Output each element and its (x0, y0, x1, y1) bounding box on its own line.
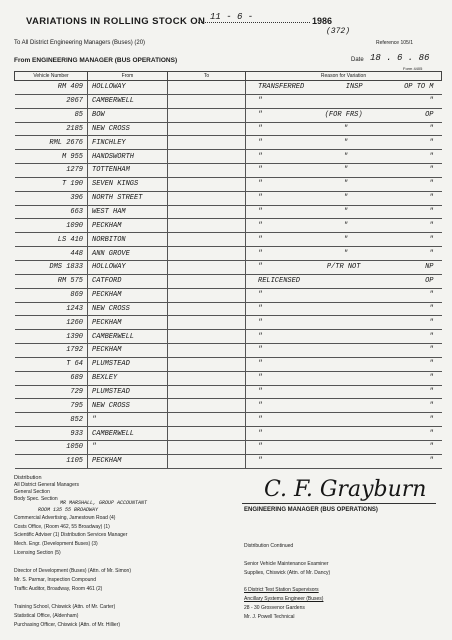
reason-cell (246, 81, 442, 95)
vehicle-number-cell: T 190 (15, 177, 88, 191)
table-row (15, 260, 442, 274)
to-garage-cell (168, 288, 246, 302)
table-row (15, 177, 442, 191)
reason-part: " (258, 346, 263, 355)
from-garage-cell: BEXLEY (88, 371, 168, 385)
reason-part: " (258, 429, 263, 438)
reason-part: " (343, 194, 348, 203)
reason-part: " (258, 457, 263, 466)
from-garage-cell: PLUMSTEAD (88, 357, 168, 371)
distribution-item: General Section (14, 489, 50, 495)
reason-part: " (429, 401, 434, 410)
reason-cell (246, 205, 442, 219)
title-date-handwritten: 11 - 6 - (210, 12, 254, 22)
to-garage-cell (168, 94, 246, 108)
distribution-item: Training School, Chiswick (Attn. of Mr. Carter) (14, 604, 116, 610)
from-garage-cell: PECKHAM (88, 344, 168, 358)
distribution-item: Mr. J. Powell Technical (244, 614, 295, 620)
reason-part: " (429, 457, 434, 466)
vehicle-number-cell: 729 (15, 385, 88, 399)
reason-part: P/TR NOT (326, 263, 361, 272)
to-garage-cell (168, 191, 246, 205)
to-garage-cell (168, 357, 246, 371)
reason-part: " (343, 235, 348, 244)
reason-cell (246, 316, 442, 330)
reason-part: " (258, 360, 263, 369)
from-garage-cell: PECKHAM (88, 288, 168, 302)
table-row (15, 344, 442, 358)
distribution-item: Mr. S. Parmar, Inspection Compound (14, 577, 96, 583)
reason-part: " (258, 443, 263, 452)
to-garage-cell (168, 274, 246, 288)
reason-part: " (258, 401, 263, 410)
to-garage-cell (168, 413, 246, 427)
to-garage-cell (168, 399, 246, 413)
from-garage-cell: TOTTENHAM (88, 164, 168, 178)
reason-cell (246, 440, 442, 454)
reason-part: OP (425, 111, 434, 120)
reason-part: " (258, 235, 263, 244)
to-garage-cell (168, 440, 246, 454)
to-garage-cell (168, 150, 246, 164)
distribution-item: Traffic Auditor, Broadway, Room 461 (2) (14, 586, 103, 592)
distribution-item: Commercial Advertising, Jamestown Road (4) (14, 515, 116, 521)
to-garage-cell (168, 260, 246, 274)
vehicle-number-cell: 795 (15, 399, 88, 413)
reason-cell (246, 302, 442, 316)
table-row (15, 233, 442, 247)
vehicle-number-cell: T 64 (15, 357, 88, 371)
distribution-heading: Distribution (14, 475, 42, 481)
reason-part: " (258, 124, 263, 133)
reason-cell (246, 399, 442, 413)
reason-cell (246, 122, 442, 136)
to-garage-cell (168, 330, 246, 344)
distribution-item: Director of Development (Buses) (Attn. of Mr. Simon) (14, 568, 131, 574)
to-garage-cell (168, 316, 246, 330)
from-garage-cell: CAMBERWELL (88, 330, 168, 344)
vehicle-number-cell: RM 409 (15, 81, 88, 95)
from-garage-cell: SEVEN KINGS (88, 177, 168, 191)
vehicle-number-cell: 852 (15, 413, 88, 427)
table-row (15, 108, 442, 122)
from-line: From ENGINEERING MANAGER (BUS OPERATIONS) (14, 57, 178, 64)
distribution-item: Senior Vehicle Maintenance Examiner (244, 561, 329, 567)
vehicle-number-cell: 396 (15, 191, 88, 205)
distribution-item: Ancillary Systems Engineer (Buses) (244, 596, 324, 602)
from-garage-cell: HOLLOWAY (88, 81, 168, 95)
vehicle-number-cell: 85 (15, 108, 88, 122)
reason-part: (FOR FRS) (324, 111, 363, 120)
from-garage-cell: PECKHAM (88, 454, 168, 468)
vehicle-number-cell: 869 (15, 288, 88, 302)
table-row (15, 136, 442, 150)
distribution-item: Purchasing Officer, Chiswick (Attn. of Mr. Hillier) (14, 622, 121, 628)
table-header-row (15, 72, 442, 81)
vehicle-number-cell: 1050 (15, 440, 88, 454)
vehicle-number-cell: 1792 (15, 344, 88, 358)
from-garage-cell: HANDSWORTH (88, 150, 168, 164)
reason-cell (246, 413, 442, 427)
distribution-item: Scientific Adviser (1) Distribution Services Manager (14, 532, 128, 538)
to-garage-cell (168, 247, 246, 261)
to-garage-cell (168, 385, 246, 399)
reason-part: " (429, 360, 434, 369)
reason-part: OP (425, 277, 434, 286)
from-garage-cell: NEW CROSS (88, 122, 168, 136)
reason-part: " (429, 249, 434, 258)
vehicle-number-cell: DMS 1833 (15, 260, 88, 274)
vehicle-number-cell: 448 (15, 247, 88, 261)
reason-part: INSP (345, 83, 363, 92)
reason-cell (246, 94, 442, 108)
reason-part: " (429, 332, 434, 341)
table-row (15, 357, 442, 371)
from-garage-cell: NEW CROSS (88, 399, 168, 413)
distribution-item: Body Spec. Section (14, 496, 58, 502)
table-body (15, 81, 442, 469)
table-row (15, 247, 442, 261)
reason-cell (246, 371, 442, 385)
reason-cell (246, 260, 442, 274)
reason-part: " (343, 152, 348, 161)
table-row (15, 302, 442, 316)
to-garage-cell (168, 371, 246, 385)
reason-part: TRANSFERRED (258, 83, 305, 92)
reason-part: RELICENSED (258, 277, 301, 286)
reason-cell (246, 454, 442, 468)
reason-part: " (258, 111, 263, 120)
vehicle-number-cell: 2067 (15, 94, 88, 108)
from-garage-cell: NEW CROSS (88, 302, 168, 316)
reason-part: " (258, 166, 263, 175)
reason-cell (246, 177, 442, 191)
reason-part: NP (425, 263, 434, 272)
table-row (15, 399, 442, 413)
table-row (15, 81, 442, 95)
reason-cell (246, 330, 442, 344)
col-header-vehicle: Vehicle Number (15, 72, 88, 81)
table-row (15, 385, 442, 399)
to-garage-cell (168, 136, 246, 150)
to-garage-cell (168, 205, 246, 219)
distribution-item: 6 District Test Station Supervisors (244, 587, 319, 593)
from-garage-cell: " (88, 413, 168, 427)
col-header-to: To (168, 72, 246, 81)
reason-part: " (343, 221, 348, 230)
from-garage-cell: CAMBERWELL (88, 94, 168, 108)
reason-part: " (429, 443, 434, 452)
reason-cell (246, 136, 442, 150)
reason-part: " (258, 208, 263, 217)
table-row (15, 122, 442, 136)
vehicle-number-cell: 933 (15, 427, 88, 441)
vehicle-number-cell: 1260 (15, 316, 88, 330)
col-header-reason: Reason for Variation (246, 72, 442, 81)
variations-table (14, 71, 442, 469)
reason-part: " (258, 249, 263, 258)
reason-part: " (429, 429, 434, 438)
table-row (15, 427, 442, 441)
reason-part: " (258, 387, 263, 396)
from-garage-cell: NORBITON (88, 233, 168, 247)
handwritten-accountant: MR MARSHALL, GROUP ACCOUNTANT (60, 500, 148, 506)
table-row (15, 219, 442, 233)
from-garage-cell: CATFORD (88, 274, 168, 288)
table-row (15, 205, 442, 219)
distribution-item: Mech. Engr. (Development Buses) (3) (14, 541, 98, 547)
table-row (15, 330, 442, 344)
from-garage-cell: BOW (88, 108, 168, 122)
from-garage-cell: WEST HAM (88, 205, 168, 219)
table-row (15, 288, 442, 302)
reason-part: " (258, 332, 263, 341)
reason-part: " (258, 415, 263, 424)
reason-cell (246, 164, 442, 178)
year: 1986 (312, 16, 333, 26)
reason-part: " (429, 138, 434, 147)
table-row (15, 191, 442, 205)
reason-part: " (343, 124, 348, 133)
reason-part: " (258, 318, 263, 327)
vehicle-number-cell: LS 410 (15, 233, 88, 247)
from-garage-cell: HOLLOWAY (88, 260, 168, 274)
reason-cell (246, 357, 442, 371)
to-garage-cell (168, 219, 246, 233)
from-garage-cell: CAMBERWELL (88, 427, 168, 441)
reason-part: " (429, 124, 434, 133)
form-title: VARIATIONS IN ROLLING STOCK ON (26, 16, 206, 27)
reason-part: " (429, 166, 434, 175)
from-garage-cell: ANN GROVE (88, 247, 168, 261)
reason-cell (246, 191, 442, 205)
reason-part: " (429, 304, 434, 313)
from-garage-cell: NORTH STREET (88, 191, 168, 205)
to-garage-cell (168, 427, 246, 441)
reason-part: " (258, 180, 263, 189)
vehicle-number-cell: 1243 (15, 302, 88, 316)
reason-cell (246, 385, 442, 399)
reason-part: " (429, 318, 434, 327)
reason-part: " (258, 221, 263, 230)
reason-part: " (429, 152, 434, 161)
table-row (15, 150, 442, 164)
reason-cell (246, 150, 442, 164)
distribution-item: Licensing Section (5) (14, 550, 61, 556)
reason-part: " (429, 291, 434, 300)
table-row (15, 164, 442, 178)
issue-number: (372) (326, 27, 351, 36)
col-header-from: From (88, 72, 168, 81)
from-garage-cell: FINCHLEY (88, 136, 168, 150)
distribution-item: Statistical Office, (Aldenham) (14, 613, 79, 619)
to-garage-cell (168, 344, 246, 358)
reason-part: " (258, 304, 263, 313)
reason-cell (246, 233, 442, 247)
vehicle-number-cell: 2185 (15, 122, 88, 136)
reason-part: " (429, 194, 434, 203)
reason-part: " (258, 194, 263, 203)
reason-part: " (258, 138, 263, 147)
table-row (15, 413, 442, 427)
vehicle-number-cell: 1279 (15, 164, 88, 178)
table-row (15, 440, 442, 454)
to-garage-cell (168, 177, 246, 191)
to-garage-cell (168, 233, 246, 247)
vehicle-number-cell: 689 (15, 371, 88, 385)
reason-part: " (343, 180, 348, 189)
reason-part: " (429, 221, 434, 230)
table-row (15, 94, 442, 108)
handwritten-room: ROOM 135 55 BROADWAY (38, 507, 99, 513)
reason-part: " (258, 374, 263, 383)
signature-line (242, 503, 436, 504)
from-garage-cell: PECKHAM (88, 219, 168, 233)
reason-part: " (429, 208, 434, 217)
from-garage-cell: " (88, 440, 168, 454)
from-garage-cell: PECKHAM (88, 316, 168, 330)
to-garage-cell (168, 164, 246, 178)
vehicle-number-cell: 1390 (15, 330, 88, 344)
distribution-item: 28 - 30 Grosvenor Gardens (244, 605, 305, 611)
reason-part: OP TO M (404, 83, 434, 92)
reason-part: " (429, 346, 434, 355)
reason-part: " (429, 387, 434, 396)
vehicle-number-cell: RM 575 (15, 274, 88, 288)
from-garage-cell: PLUMSTEAD (88, 385, 168, 399)
reason-cell (246, 288, 442, 302)
table-row (15, 316, 442, 330)
reason-part: " (258, 97, 263, 106)
signatory-title: ENGINEERING MANAGER (BUS OPERATIONS) (244, 507, 378, 513)
form-number: Form 4405 (403, 66, 423, 71)
table-row (15, 454, 442, 468)
vehicle-number-cell: 663 (15, 205, 88, 219)
table-row (15, 371, 442, 385)
reason-cell (246, 427, 442, 441)
reason-cell (246, 247, 442, 261)
table-row (15, 274, 442, 288)
reason-cell (246, 274, 442, 288)
distribution-continued-heading: Distribution Continued (244, 543, 294, 549)
vehicle-number-cell: RML 2676 (15, 136, 88, 150)
date-label: Date (351, 57, 364, 63)
reason-part: " (343, 249, 348, 258)
distribution-item: All District General Managers (14, 482, 80, 488)
distribution-item: Costs Office, (Room 462, 55 Broadway) (1) (14, 524, 110, 530)
reason-part: " (258, 263, 263, 272)
date-value: 18 . 6 . 86 (370, 53, 430, 63)
reason-part: " (429, 180, 434, 189)
to-line: To All District Engineering Managers (Buses) (20) (14, 40, 146, 46)
title-date-dotted-line (198, 22, 310, 23)
reason-cell (246, 344, 442, 358)
reason-cell (246, 219, 442, 233)
reason-part: " (429, 235, 434, 244)
vehicle-number-cell: 1105 (15, 454, 88, 468)
reason-part: " (429, 374, 434, 383)
reference: Reference 105/1 (376, 40, 413, 46)
to-garage-cell (168, 454, 246, 468)
distribution-item: Supplies, Chiswick (Attn. of Mr. Dancy) (244, 570, 331, 576)
reason-part: " (343, 166, 348, 175)
to-garage-cell (168, 302, 246, 316)
vehicle-number-cell: 1090 (15, 219, 88, 233)
reason-part: " (258, 291, 263, 300)
vehicle-number-cell: M 955 (15, 150, 88, 164)
reason-part: " (343, 138, 348, 147)
reason-part: " (429, 97, 434, 106)
reason-cell (246, 108, 442, 122)
signature: C. F. Grayburn (264, 477, 427, 502)
reason-part: " (258, 152, 263, 161)
reason-part: " (343, 208, 348, 217)
to-garage-cell (168, 108, 246, 122)
reason-part: " (429, 415, 434, 424)
to-garage-cell (168, 81, 246, 95)
to-garage-cell (168, 122, 246, 136)
